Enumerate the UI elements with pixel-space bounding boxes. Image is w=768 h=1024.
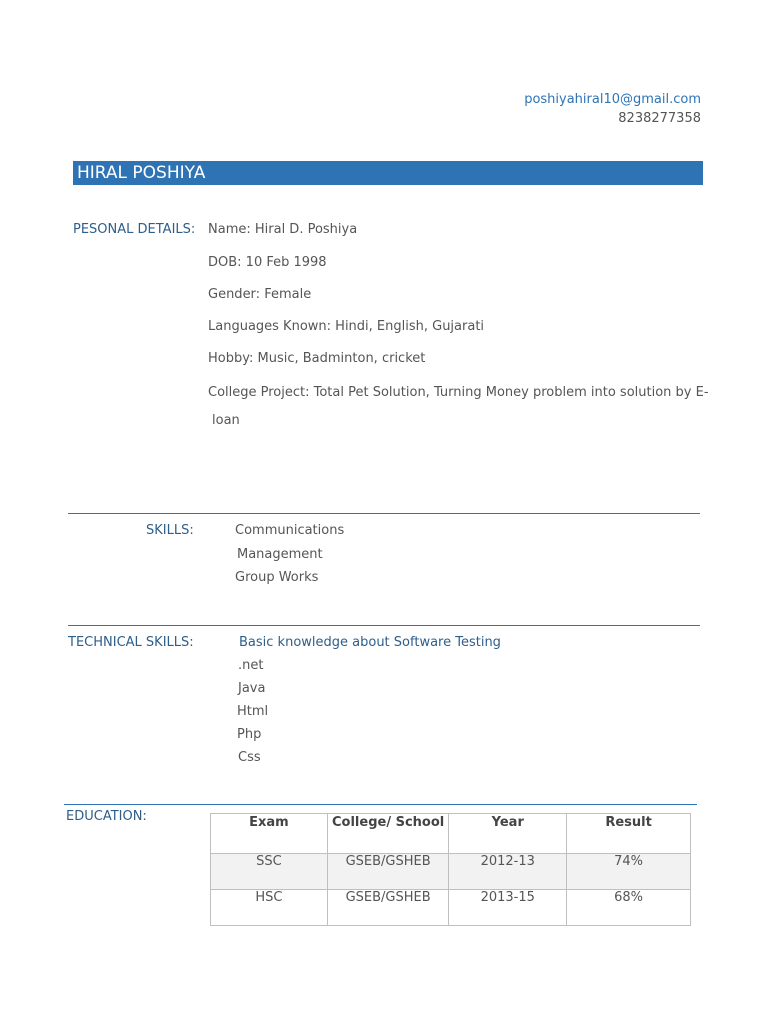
education-cell-result: 74% [567,854,691,890]
personal-dob: DOB: 10 Feb 1998 [208,255,327,270]
personal-languages: Languages Known: Hindi, English, Gujarati [208,319,485,334]
skill-item: Communications [235,523,345,538]
technical-skill-item: .net [238,658,264,673]
skills-divider [68,513,700,514]
education-header-school: College/ School [327,814,449,854]
education-cell-school: GSEB/GSHEB [327,854,449,890]
education-cell-year: 2013-15 [449,890,567,926]
education-label: EDUCATION: [66,809,147,824]
personal-name: Name: Hiral D. Poshiya [208,222,358,237]
technical-skills-label: TECHNICAL SKILLS: [68,635,194,650]
contact-email[interactable]: poshiyahiral10@gmail.com [524,92,701,107]
name-banner [73,161,703,185]
education-table [210,813,691,926]
education-cell-year: 2012-13 [449,854,567,890]
education-header-exam: Exam [211,814,328,854]
table-row [211,890,691,926]
skill-item: Management [237,547,323,562]
education-cell-exam: HSC [211,890,328,926]
education-header-year: Year [449,814,567,854]
contact-phone: 8238277358 [618,111,701,126]
technical-skill-item: Css [238,750,261,765]
personal-hobby: Hobby: Music, Badminton, cricket [208,351,426,366]
education-cell-exam: SSC [211,854,328,890]
education-cell-result: 68% [567,890,691,926]
technical-skills-divider [68,625,700,626]
candidate-name: HIRAL POSHIYA [77,163,206,183]
technical-skill-item: Java [238,681,266,696]
table-row [211,854,691,890]
education-header-result: Result [567,814,691,854]
personal-details-label: PESONAL DETAILS: [73,222,196,237]
personal-gender: Gender: Female [208,287,312,302]
technical-skill-item: Php [237,727,262,742]
education-cell-school: GSEB/GSHEB [327,890,449,926]
personal-college-project-continuation: loan [212,413,240,428]
technical-skill-item: Basic knowledge about Software Testing [239,635,501,650]
skill-item: Group Works [235,570,319,585]
technical-skill-item: Html [237,704,269,719]
personal-college-project: College Project: Total Pet Solution, Turning Money problem into solution by E- [208,385,709,400]
education-divider [64,804,697,805]
skills-label: SKILLS: [146,523,194,538]
education-table-header-row [211,814,691,854]
